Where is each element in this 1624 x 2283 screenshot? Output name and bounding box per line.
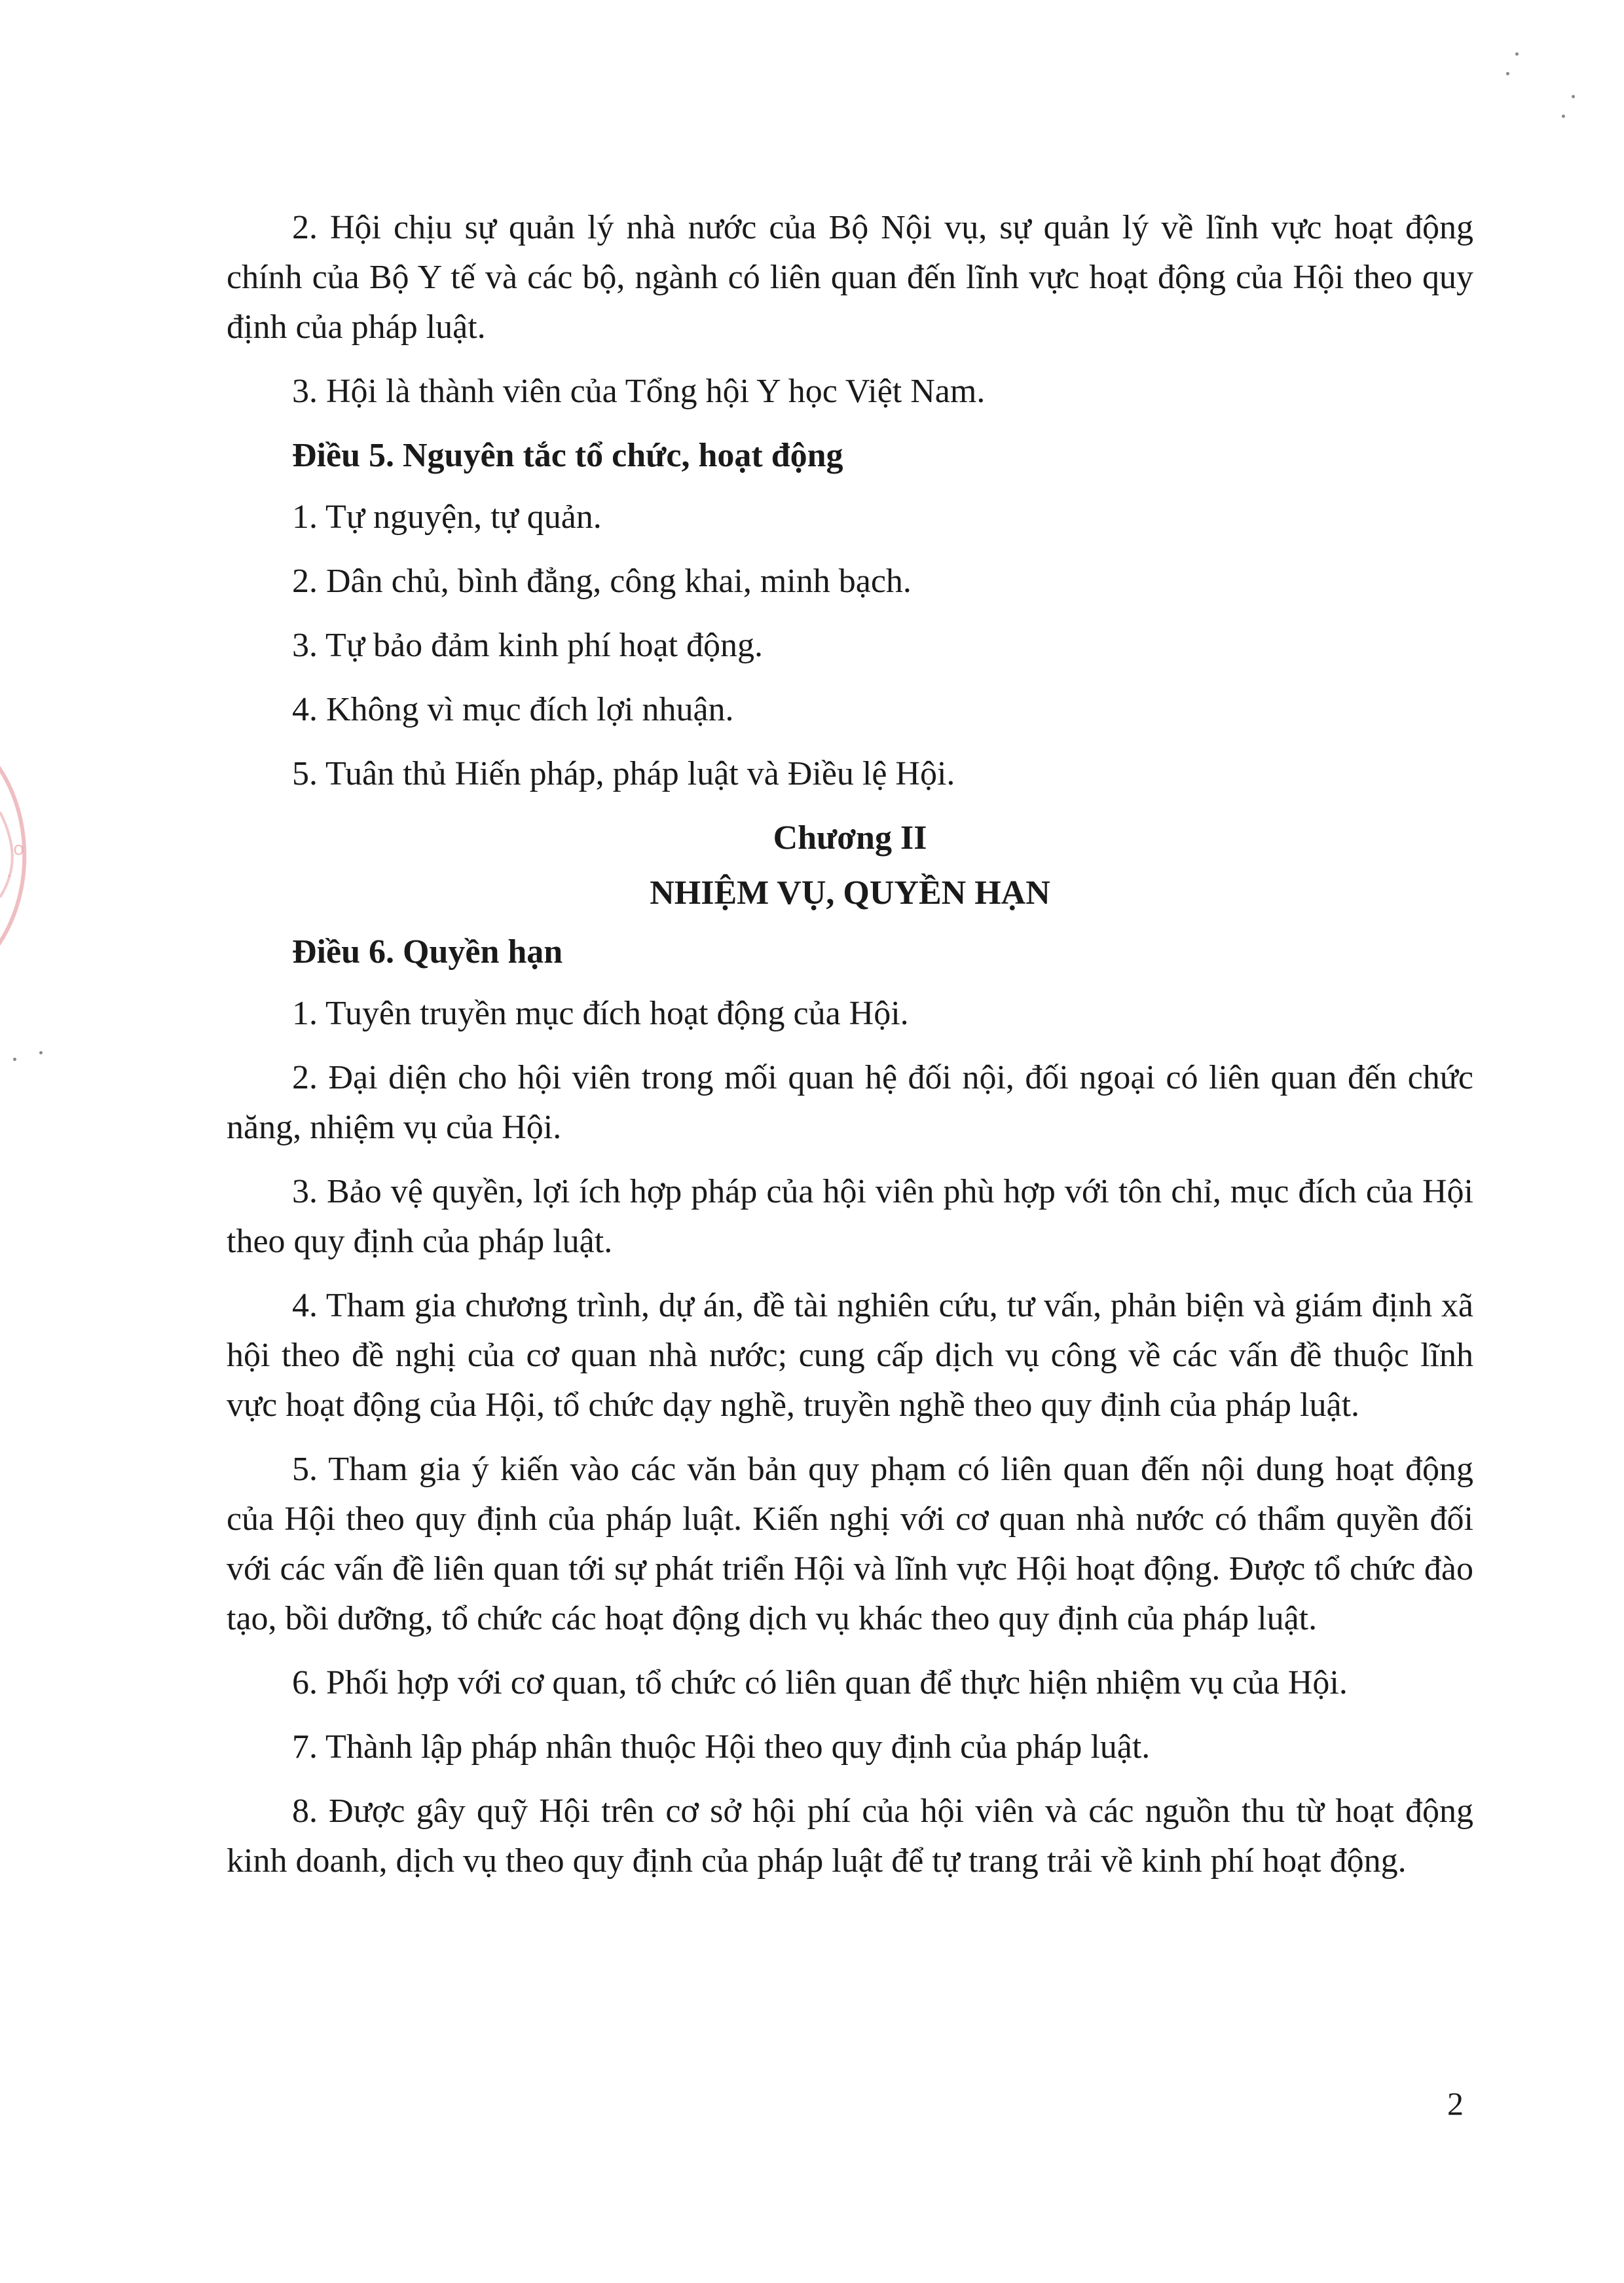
article-6-item: 8. Được gây quỹ Hội trên cơ sở hội phí của hội viên và các nguồn thu từ hoạt động kinh doanh, dịch vụ theo quy định của pháp luật để tự trang trải về kinh phí hoạt động. [227, 1792, 1473, 1880]
article-5-heading: Điều 5. Nguyên tắc tổ chức, hoạt động [292, 437, 843, 474]
svg-text:o: o [13, 838, 25, 859]
scan-speck [1506, 72, 1509, 75]
article-6-item: 3. Bảo vệ quyền, lợi ích hợp pháp của hội viên phù hợp với tôn chỉ, mục đích của Hội theo quy định của pháp luật. [227, 1173, 1473, 1260]
page-number: 2 [1447, 2085, 1464, 2122]
article-6-item: 2. Đại diện cho hội viên trong mối quan hệ đối nội, đối ngoại có liên quan đến chức năng, nhiệm vụ của Hội. [227, 1059, 1473, 1146]
red-seal-fragment [0, 733, 52, 982]
paragraph: 2. Hội chịu sự quản lý nhà nước của Bộ Nội vụ, sự quản lý về lĩnh vực hoạt động chính của Bộ Y tế và các bộ, ngành có liên quan đến lĩnh vực hoạt động của Hội theo quy định của pháp luật. [227, 209, 1473, 346]
article-5-item: 1. Tự nguyện, tự quản. [292, 498, 602, 536]
article-5-item: 3. Tự bảo đảm kinh phí hoạt động. [292, 627, 764, 664]
document-body [227, 203, 1473, 1901]
paragraph: 3. Hội là thành viên của Tổng hội Y học Việt Nam. [292, 373, 986, 410]
article-6-item: 7. Thành lập pháp nhân thuộc Hội theo quy định của pháp luật. [292, 1728, 1151, 1766]
scan-speck [39, 1051, 43, 1054]
scan-speck [1562, 115, 1565, 118]
article-5-item: 4. Không vì mục đích lợi nhuận. [292, 691, 734, 728]
article-5-item: 2. Dân chủ, bình đẳng, công khai, minh bạch. [292, 563, 912, 600]
chapter-title: Chương II [773, 819, 927, 857]
scan-speck [13, 1058, 16, 1061]
article-6-item: 1. Tuyên truyền mục đích hoạt động của Hội. [292, 995, 909, 1032]
article-6-item: 6. Phối hợp với cơ quan, tổ chức có liên quan để thực hiện nhiệm vụ của Hội. [292, 1664, 1348, 1701]
svg-text:·: · [7, 868, 11, 885]
article-6-heading: Điều 6. Quyền hạn [292, 933, 563, 971]
article-6-item: 4. Tham gia chương trình, dự án, đề tài nghiên cứu, tư vấn, phản biện và giám định xã hội theo đề nghị của cơ quan nhà nước; cung cấp dịch vụ công về các vấn đề thuộc lĩnh vực hoạt động của Hội, tổ chức dạy nghề, truyền nghề theo quy định của pháp luật. [227, 1287, 1473, 1424]
article-6-item: 5. Tham gia ý kiến vào các văn bản quy phạm có liên quan đến nội dung hoạt động của Hội theo quy định của pháp luật. Kiến nghị với cơ quan nhà nước có thẩm quyền đối với các vấn đề liên quan tới sự phát triển Hội và lĩnh vực Hội hoạt động. Được tổ chức đào tạo, bồi dưỡng, tổ chức các hoạt động dịch vụ khác theo quy định của pháp luật. [227, 1451, 1473, 1637]
scan-speck [1515, 52, 1519, 56]
article-5-item: 5. Tuân thủ Hiến pháp, pháp luật và Điều lệ Hội. [292, 755, 955, 792]
scan-speck [1572, 95, 1575, 98]
chapter-subtitle: NHIỆM VỤ, QUYỀN HẠN [650, 874, 1050, 912]
